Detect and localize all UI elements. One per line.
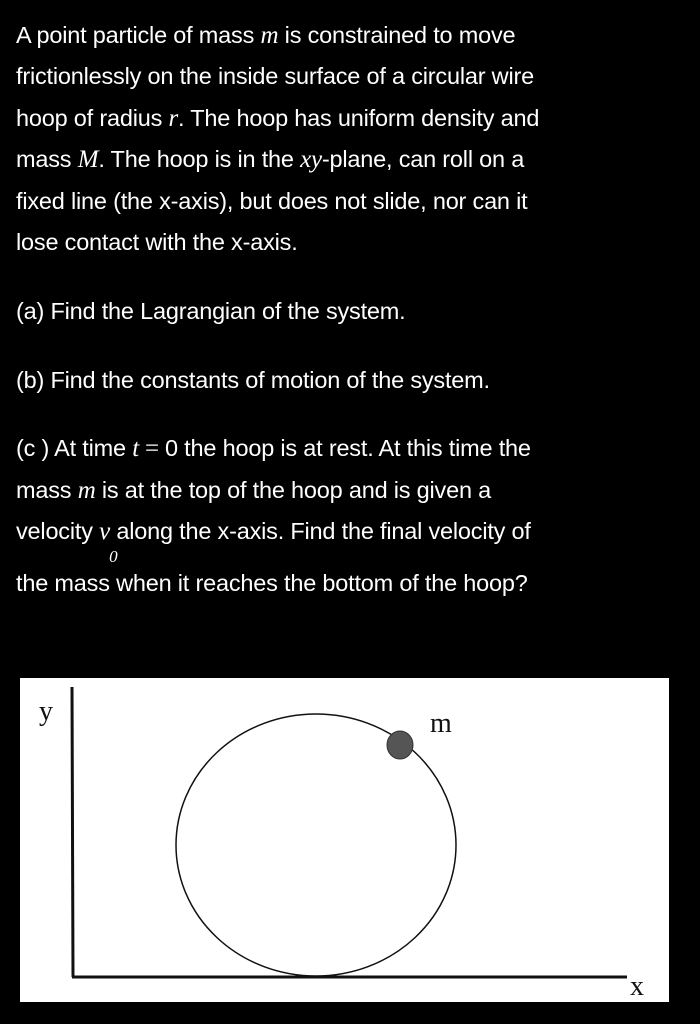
mass-label: m (430, 708, 452, 739)
part-c-line-4: the mass when it reaches the bottom of the hoop? (16, 570, 528, 596)
text: mass (16, 146, 78, 172)
intro-line-5: fixed line (the x-axis), but does not slide, nor can it (16, 188, 528, 214)
part-c-line-1 (16, 433, 531, 464)
text: -plane, can roll on a (321, 146, 525, 172)
text: along the x-axis. Find the final velocity of (110, 518, 531, 544)
math-M: M (77, 146, 99, 173)
part-a: (a) Find the Lagrangian of the system. (16, 298, 406, 324)
intro-line-1 (16, 20, 515, 51)
hoop-diagram-svg (20, 678, 669, 1002)
part-c-line-2 (16, 475, 491, 506)
text: velocity (16, 518, 100, 544)
math-equals: = (138, 435, 165, 462)
text: . The hoop has uniform density and (178, 105, 540, 131)
text: (c ) At time (16, 435, 133, 461)
hoop (176, 714, 456, 976)
text: mass (16, 477, 78, 503)
text: . The hoop is in the (98, 146, 301, 172)
y-axis-label: y (39, 696, 53, 727)
math-xy: xy (300, 146, 322, 173)
x-axis-label: x (630, 971, 644, 1002)
math-v: v (99, 518, 110, 545)
math-subscript-0: 0 (109, 547, 118, 566)
text: is at the top of the hoop and is given a (95, 477, 492, 503)
math-t: t (132, 435, 139, 462)
math-m: m (260, 22, 279, 49)
text: hoop of radius (16, 105, 169, 131)
part-c-line-3 (16, 516, 531, 566)
text: is constrained to move (278, 22, 516, 48)
intro-line-4 (16, 144, 524, 175)
math-m: m (77, 477, 96, 504)
intro-line-2: frictionlessly on the inside surface of a circular wire (16, 63, 534, 89)
y-axis (72, 687, 73, 977)
point-mass (387, 731, 413, 759)
text: 0 the hoop is at rest. At this time the (164, 435, 531, 461)
math-v0 (99, 518, 118, 566)
hoop-diagram (20, 678, 669, 1002)
intro-line-3 (16, 103, 539, 134)
text: A point particle of mass (16, 22, 261, 48)
intro-line-6: lose contact with the x-axis. (16, 229, 298, 255)
part-b: (b) Find the constants of motion of the system. (16, 367, 490, 393)
math-r: r (168, 105, 179, 132)
